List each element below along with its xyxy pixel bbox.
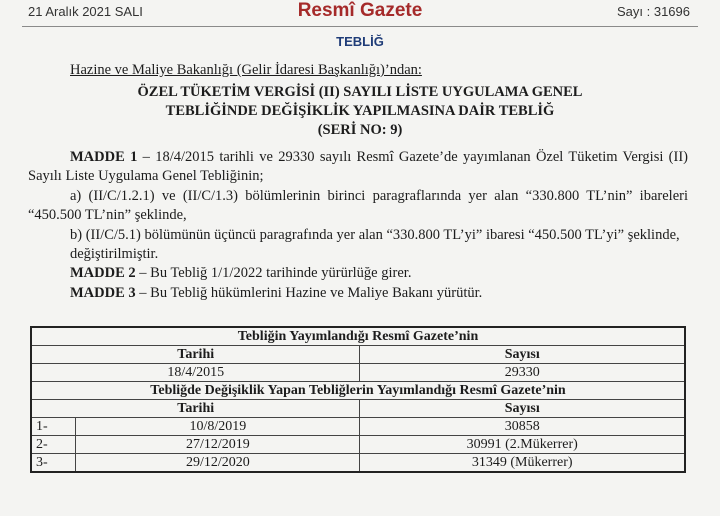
col-header-number-2: Sayısı — [360, 400, 685, 418]
row-date: 27/12/2019 — [76, 436, 360, 454]
article-1-label: MADDE 1 — [70, 149, 138, 165]
article-2-label: MADDE 2 — [70, 265, 136, 282]
gazette-header — [0, 0, 720, 26]
col-header-number: Sayısı — [360, 346, 685, 364]
title-line-2: TEBLİĞİNDE DEĞİŞİKLİK YAPILMASINA DAİR TEBLİĞ — [165, 103, 555, 119]
main-date: 18/4/2015 — [31, 364, 360, 382]
col-header-date-2: Tarihi — [31, 400, 360, 418]
row-index: 2- — [31, 436, 76, 454]
section-heading: TEBLİĞ — [336, 34, 384, 49]
table-row — [31, 418, 685, 436]
document-body — [28, 148, 688, 303]
table-row — [31, 346, 685, 364]
article-1 — [28, 148, 688, 187]
row-number: 31349 (Mükerrer) — [360, 454, 685, 473]
article-1-text: – 18/4/2015 tarihli ve 29330 sayılı Resmî Gazete’de yayımlanan Özel Tüketim Vergisi (II) Sayılı Liste Uygulama Genel Tebliğinin; — [28, 149, 688, 185]
title-line-1: ÖZEL TÜKETİM VERGİSİ (II) SAYILI LİSTE UYGULAMA GENEL — [137, 84, 583, 100]
row-date: 10/8/2019 — [76, 418, 360, 436]
table-row — [31, 327, 685, 346]
col-header-date: Tarihi — [31, 346, 360, 364]
row-index: 3- — [31, 454, 76, 473]
main-number: 29330 — [360, 364, 685, 382]
table-row — [31, 454, 685, 473]
clause-b: b) (II/C/5.1) bölümünün üçüncü paragrafında yer alan “330.800 TL’yi” ibaresi “450.500 TL’yi” şeklinde, — [70, 226, 680, 243]
title-line-3: (SERİ NO: 9) — [317, 122, 403, 138]
article-2-text: – Bu Tebliğ 1/1/2022 tarihinde yürürlüğe girer. — [135, 265, 412, 282]
issuer-line: Hazine ve Maliye Bakanlığı (Gelir İdaresi Başkanlığı)’ndan: — [70, 62, 422, 78]
row-number: 30991 (2.Mükerrer) — [360, 436, 685, 454]
table-heading-1: Tebliğin Yayımlandığı Resmî Gazete’nin — [31, 327, 685, 346]
row-index: 1- — [31, 418, 76, 436]
changed-text: değiştirilmiştir. — [70, 246, 159, 263]
issue-number: Sayı : 31696 — [617, 4, 690, 19]
header-date: 21 Aralık 2021 SALI — [28, 4, 143, 19]
article-2 — [28, 264, 688, 283]
table-row — [31, 436, 685, 454]
header-divider — [22, 26, 698, 27]
article-3-text: – Bu Tebliğ hükümlerini Hazine ve Maliye Bakanı yürütür. — [135, 284, 483, 301]
article-3 — [28, 284, 688, 303]
clause-a: a) (II/C/1.2.1) ve (II/C/1.3) bölümlerinin birinci paragraflarında yer alan “330.800 TL’nin” ibareleri “450.500 TL’nin” şeklinde, — [28, 187, 688, 224]
row-number: 30858 — [360, 418, 685, 436]
gazette-title: Resmî Gazete — [297, 0, 423, 21]
article-3-label: MADDE 3 — [70, 284, 136, 301]
table-row — [31, 400, 685, 418]
table-heading-2: Tebliğde Değişiklik Yapan Tebliğlerin Yayımlandığı Resmî Gazete’nin — [31, 382, 685, 400]
row-date: 29/12/2020 — [76, 454, 360, 473]
publication-table — [30, 326, 686, 473]
table-row — [31, 382, 685, 400]
table-row — [31, 364, 685, 382]
